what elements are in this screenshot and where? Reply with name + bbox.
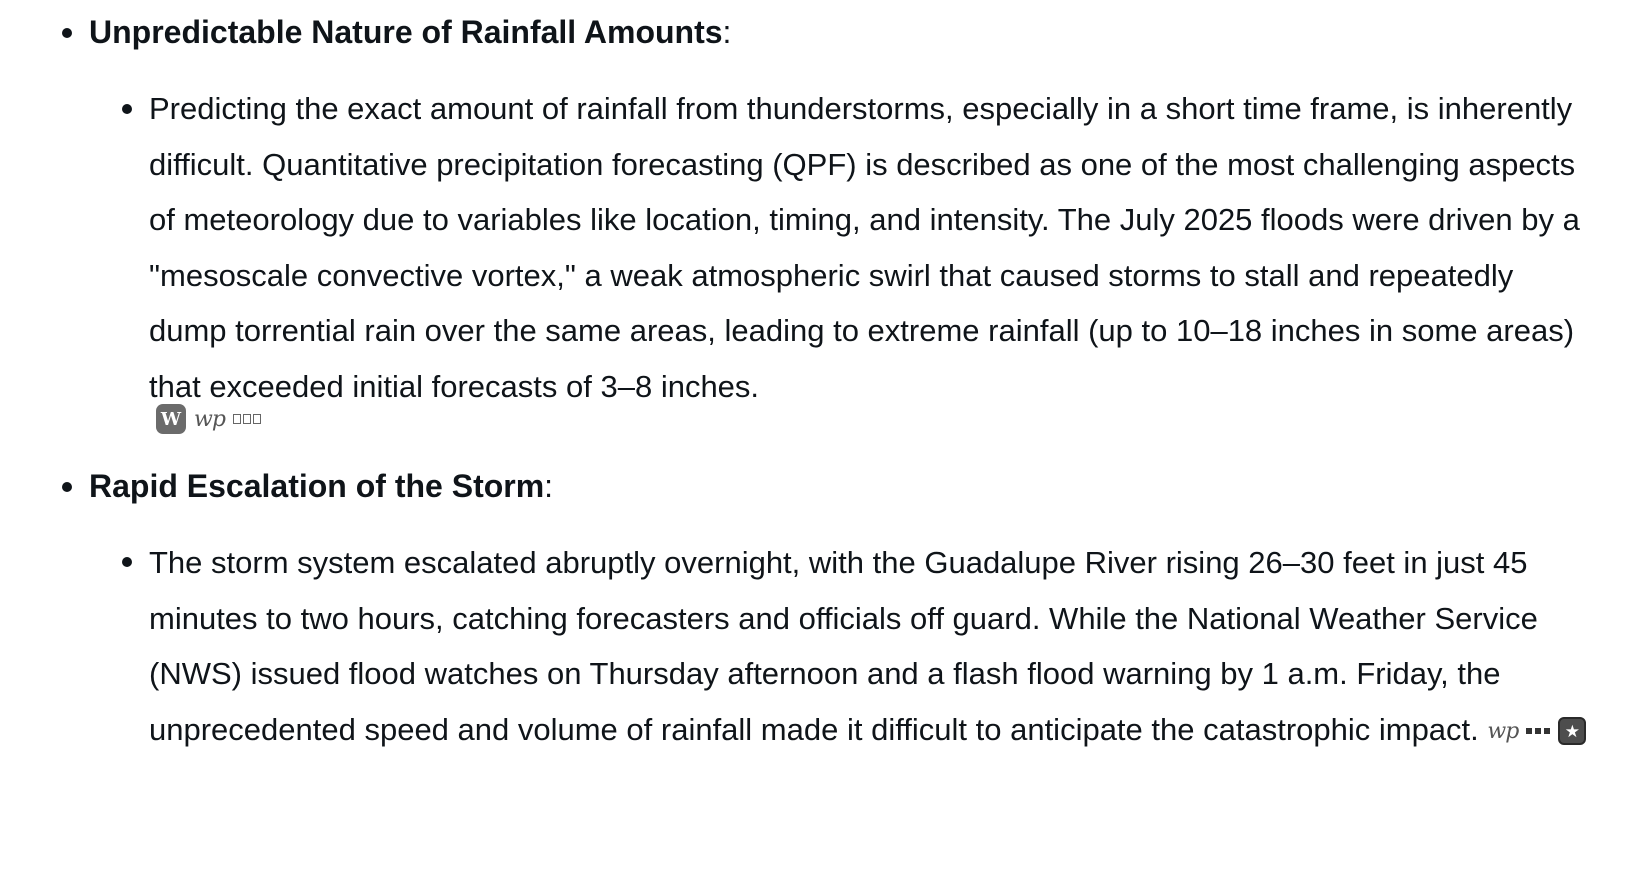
heading-colon: : (544, 468, 554, 504)
sub-bullet-point (122, 104, 132, 114)
w-badge-icon[interactable]: W (156, 404, 186, 434)
section-heading (89, 12, 731, 52)
star-badge-icon[interactable]: ★ (1558, 717, 1586, 745)
paragraph-text: Predicting the exact amount of rainfall from thunderstorms, especially in a short time frame, is inherently difficult. Quantitative precipitation forecasting (QPF) is described as one of the most challenging aspects of meteorology due to variables like location, timing, and intensity. The July 2025 floods were driven by a "mesoscale convective vortex," a weak atmospheric swirl that caused storms to stall and repeatedly dump torrential rain over the same areas, leading to extreme rainfall (up to 10–18 inches in some areas) that exceeded initial forecasts of 3–8 inches. (149, 91, 1580, 404)
source-citations[interactable] (1487, 716, 1586, 746)
section-heading (89, 466, 553, 506)
bullet-point (62, 482, 72, 492)
npr-icon[interactable] (233, 413, 261, 425)
sub-bullet-point (122, 557, 132, 567)
heading-colon: : (722, 14, 732, 50)
bullet-point (62, 28, 72, 38)
section-heading-title: Unpredictable Nature of Rainfall Amounts (89, 14, 723, 50)
section-heading-title: Rapid Escalation of the Storm (89, 468, 545, 504)
washington-post-icon[interactable]: wp (1487, 718, 1519, 744)
source-citations[interactable] (156, 404, 261, 434)
section-paragraph (149, 81, 1599, 414)
section-paragraph (149, 535, 1599, 757)
washington-post-icon[interactable]: wp (194, 406, 225, 432)
more-sources-icon[interactable] (1526, 716, 1550, 746)
paragraph-text: The storm system escalated abruptly overnight, with the Guadalupe River rising 26–30 feet in just 45 minutes to two hours, catching forecasters and officials off guard. While the National Weather Service (NWS) issued flood watches on Thursday afternoon and a flash flood warning by 1 a.m. Friday, the unprecedented speed and volume of rainfall made it difficult to anticipate the catastrophic impact. (149, 545, 1538, 747)
